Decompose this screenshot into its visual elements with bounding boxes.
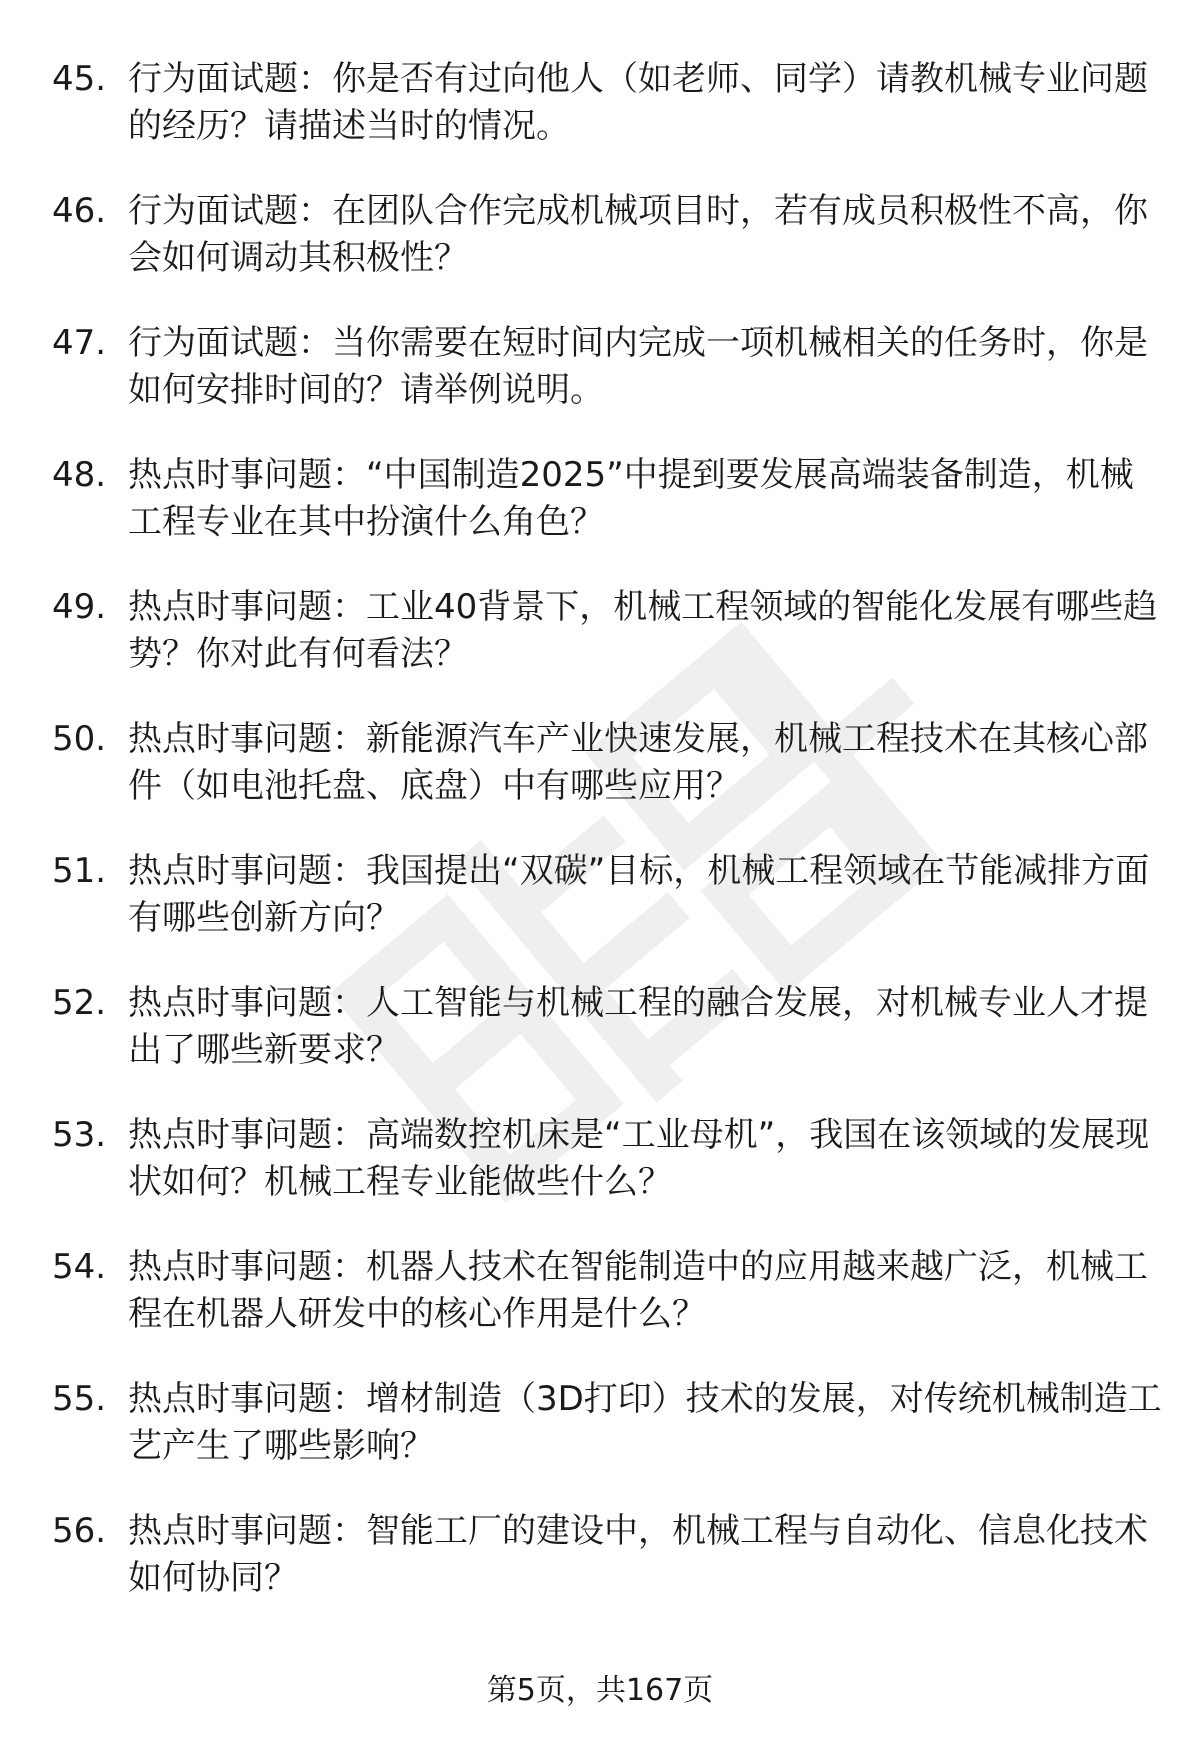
item-text: 行为面试题：你是否有过向他人（如老师、同学）请教机械专业问题的经历？请描述当时的情况。 [128,59,1148,146]
list-item [52,1112,1162,1244]
item-text: 热点时事问题：我国提出“双碳”目标，机械工程领域在节能减排方面有哪些创新方向？ [128,851,1150,938]
item-number: 49. [52,587,107,627]
list-item [52,584,1162,716]
item-number: 50. [52,719,107,759]
question-list [52,56,1162,1640]
item-number: 52. [52,983,107,1023]
item-number: 48. [52,455,107,495]
list-item [52,56,1162,188]
list-item [52,452,1162,584]
item-text: 热点时事问题：新能源汽车产业快速发展，机械工程技术在其核心部件（如电池托盘、底盘）中有哪些应用？ [128,719,1148,806]
list-item [52,848,1162,980]
list-item [52,188,1162,320]
item-text: 行为面试题：当你需要在短时间内完成一项机械相关的任务时，你是如何安排时间的？请举例说明。 [128,323,1148,410]
item-number: 45. [52,59,107,99]
item-text: 热点时事问题：工业40背景下，机械工程领域的智能化发展有哪些趋势？你对此有何看法？ [128,587,1158,674]
list-item [52,1508,1162,1640]
item-text: 热点时事问题：智能工厂的建设中，机械工程与自动化、信息化技术如何协同？ [128,1511,1148,1598]
list-item [52,980,1162,1112]
list-item [52,320,1162,452]
item-text: 热点时事问题：“中国制造2025”中提到要发展高端装备制造，机械工程专业在其中扮演什么角色？ [128,455,1134,542]
item-number: 51. [52,851,107,891]
item-text: 热点时事问题：人工智能与机械工程的融合发展，对机械专业人才提出了哪些新要求？ [128,983,1148,1070]
item-number: 46. [52,191,107,231]
item-text: 行为面试题：在团队合作完成机械项目时，若有成员积极性不高，你会如何调动其积极性？ [128,191,1148,278]
item-number: 47. [52,323,107,363]
item-number: 54. [52,1247,107,1287]
list-item [52,1244,1162,1376]
item-number: 53. [52,1115,107,1155]
item-number: 55. [52,1379,107,1419]
page-footer: 第5页，共167页 [486,1673,714,1708]
item-text: 热点时事问题：机器人技术在智能制造中的应用越来越广泛，机械工程在机器人研发中的核心作用是什么？ [128,1247,1148,1334]
list-item [52,1376,1162,1508]
item-text: 热点时事问题：增材制造（3D打印）技术的发展，对传统机械制造工艺产生了哪些影响？ [128,1379,1162,1466]
list-item [52,716,1162,848]
item-text: 热点时事问题：高端数控机床是“工业母机”，我国在该领域的发展现状如何？机械工程专业能做些什么？ [128,1115,1150,1202]
item-number: 56. [52,1511,107,1551]
